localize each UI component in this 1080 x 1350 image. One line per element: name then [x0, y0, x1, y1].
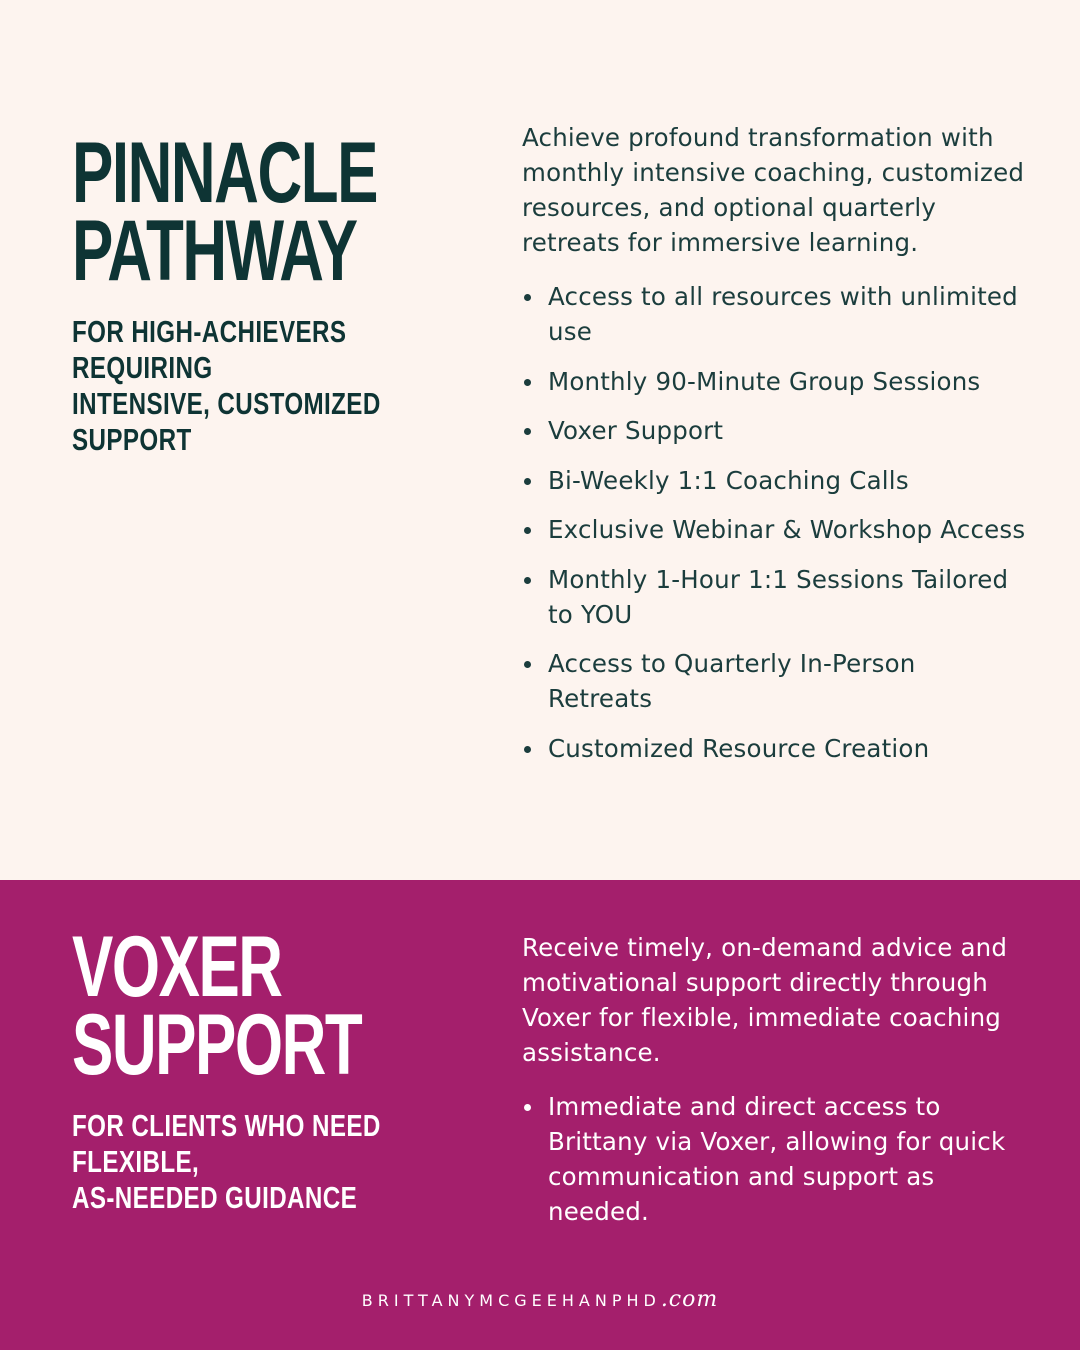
pinnacle-title-line2: PATHWAY: [72, 203, 357, 299]
voxer-subtitle-line2: AS-NEEDED GUIDANCE: [72, 1180, 358, 1215]
feature-text: Voxer Support: [548, 416, 724, 445]
bullet-icon: [524, 527, 531, 534]
list-item: [522, 512, 1027, 547]
bullet-icon: [524, 478, 531, 485]
website-tld: .com: [660, 1287, 719, 1312]
list-item: [522, 646, 1027, 716]
bullet-icon: [524, 1104, 531, 1111]
feature-text: Bi-Weekly 1:1 Coaching Calls: [548, 465, 909, 495]
bullet-icon: [524, 294, 531, 301]
list-item: [522, 413, 1027, 448]
feature-text: Access to Quarterly In-Person Retreats: [548, 649, 916, 713]
voxer-heading-group: [72, 919, 492, 1216]
website-brand: BRITTANYMCGEEHANPHD: [361, 1291, 661, 1310]
pinnacle-heading-group: [72, 125, 492, 458]
pinnacle-details: [522, 120, 1027, 780]
list-item: [522, 364, 1027, 399]
feature-text: Monthly 1-Hour 1:1 Sessions Tailored to YOU: [548, 564, 1009, 629]
voxer-feature-list: [522, 1089, 1027, 1229]
voxer-title: [72, 919, 504, 1093]
feature-text: Immediate and direct access to Brittany via Voxer, allowing for quick communication and support as needed.: [548, 1092, 1006, 1226]
feature-text: Exclusive Webinar & Workshop Access: [548, 515, 1026, 544]
pinnacle-description: Achieve profound transformation with monthly intensive coaching, customized resources, and optional quarterly retreats for immersive learning.: [522, 123, 1025, 257]
voxer-title-line1: VOXER: [72, 919, 282, 1015]
list-item: [522, 279, 1027, 349]
pinnacle-title-line1: PINNACLE: [72, 125, 377, 221]
voxer-description: Receive timely, on-demand advice and motivational support directly through Voxer for flexible, immediate coaching assistance.: [522, 933, 1008, 1067]
voxer-subtitle: [72, 1108, 493, 1216]
website-footer: [0, 1287, 1080, 1312]
bullet-icon: [524, 661, 531, 668]
list-item: [522, 731, 1027, 766]
bullet-icon: [524, 428, 531, 435]
pinnacle-feature-list: [522, 279, 1027, 766]
list-item: [522, 562, 1027, 632]
pinnacle-subtitle-line1: FOR HIGH-ACHIEVERS REQUIRING: [72, 314, 347, 385]
pinnacle-subtitle-line2: INTENSIVE, CUSTOMIZED SUPPORT: [72, 386, 381, 457]
bullet-icon: [524, 746, 531, 753]
bullet-icon: [524, 379, 531, 386]
feature-text: Customized Resource Creation: [548, 733, 930, 763]
voxer-support-section: [0, 880, 1080, 1350]
list-item: [522, 463, 1027, 498]
bullet-icon: [524, 577, 531, 584]
pinnacle-subtitle: [72, 314, 493, 458]
voxer-subtitle-line1: FOR CLIENTS WHO NEED FLEXIBLE,: [72, 1108, 381, 1179]
voxer-details: [522, 930, 1027, 1244]
feature-text: Monthly 90-Minute Group Sessions: [548, 366, 981, 396]
pinnacle-title: [72, 125, 504, 299]
voxer-title-line2: SUPPORT: [72, 997, 362, 1093]
feature-text: Access to all resources with unlimited use: [548, 282, 1018, 346]
list-item: [522, 1089, 1027, 1229]
